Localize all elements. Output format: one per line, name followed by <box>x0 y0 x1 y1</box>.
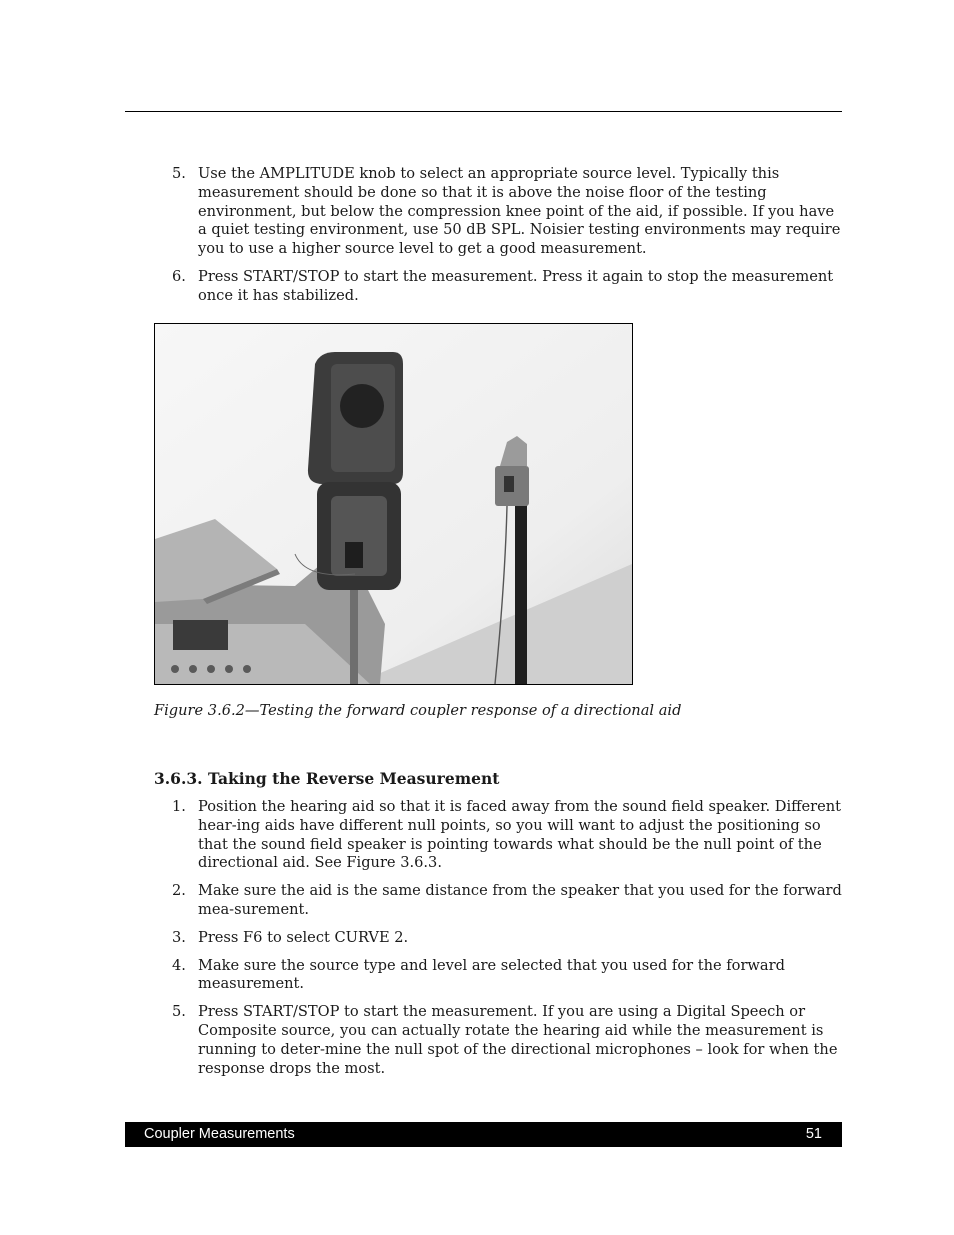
list-item <box>172 268 842 306</box>
footer-title: Coupler Measurements <box>144 1126 295 1142</box>
item-number: 4. <box>172 956 186 974</box>
list-item <box>172 1003 842 1078</box>
procedure-list-reverse <box>172 798 842 1087</box>
item-number: 5. <box>172 165 186 182</box>
item-number: 2. <box>172 882 186 900</box>
item-text: Press F6 to select CURVE 2. <box>198 928 409 946</box>
section-heading: 3.6.3. Taking the Reverse Measurement <box>154 769 500 788</box>
item-text: Position the hearing aid so that it is faced away from the sound field speaker. Different hear-ing aids have different null points, so you will want to adjust the positioning so that the sound field speaker is pointing towards what should be the null point of the directional aid. See Figure 3.6.3. <box>198 798 841 872</box>
list-item <box>172 929 842 948</box>
item-text: Press START/STOP to start the measurement. Press it again to stop the measurement once it has stabilized. <box>198 267 834 304</box>
item-number: 1. <box>172 798 186 815</box>
list-item <box>172 957 842 995</box>
page-number: 51 <box>805 1126 822 1142</box>
item-number: 5. <box>172 1003 186 1021</box>
list-item <box>172 798 842 873</box>
item-text: Use the AMPLITUDE knob to select an appropriate source level. Typically this measurement should be done so that it is above the noise floor of the testing environment, but below the compression knee point of the aid, if possible. If you have a quiet testing environment, use 50 dB SPL. Noisier testing environments may require you to use a higher source level to get a good measurement. <box>198 165 841 258</box>
procedure-list-top <box>172 165 842 315</box>
item-text: Press START/STOP to start the measurement. If you are using a Digital Speech or Composite source, you can actually rotate the hearing aid while the measurement is running to deter-mine the null spot of the directional microphones – look for when the response drops the most. <box>198 1003 838 1077</box>
figure-caption: Figure 3.6.2—Testing the forward coupler response of a directional aid <box>154 702 682 719</box>
photo-illustration <box>155 324 632 684</box>
item-number: 6. <box>172 267 186 285</box>
list-item <box>172 882 842 920</box>
item-text: Make sure the aid is the same distance from the speaker that you used for the forward mea-surement. <box>198 882 842 918</box>
page-footer <box>125 1122 842 1147</box>
header-rule <box>125 111 842 112</box>
list-item <box>172 165 842 259</box>
item-number: 3. <box>172 928 186 946</box>
figure-photo <box>154 323 633 685</box>
item-text: Make sure the source type and level are selected that you used for the forward measurement. <box>198 956 785 993</box>
